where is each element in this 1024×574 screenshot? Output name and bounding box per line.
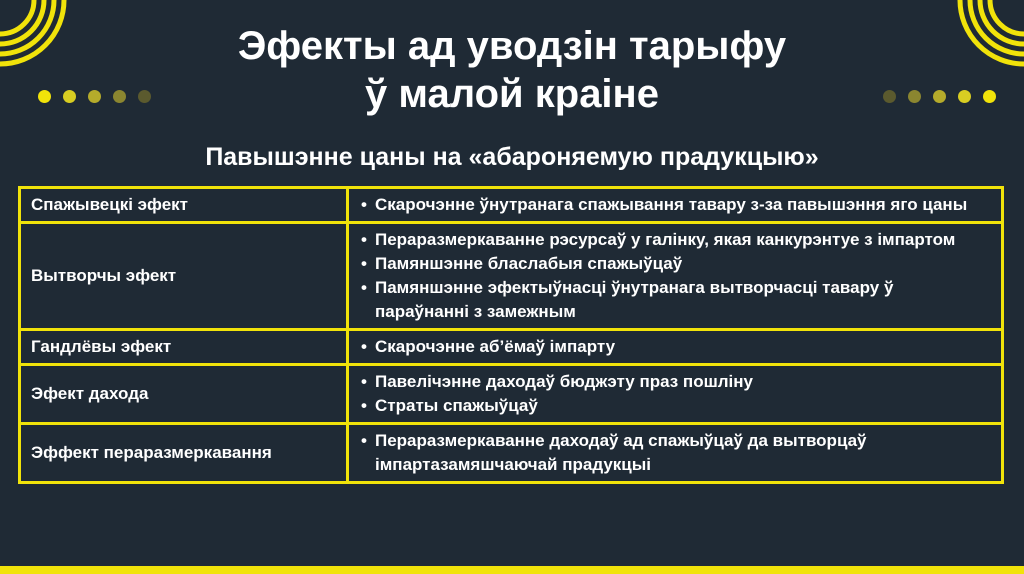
effect-name-cell: Эфект дахода [20, 365, 348, 424]
bullet-list [359, 429, 991, 477]
effect-description-cell [348, 424, 1003, 483]
table-row [20, 330, 1003, 365]
bullet-item: • Памяншэнне эфектыўнасці ўнутранага вытворчасці тавару ў параўнанні з замежным [359, 276, 991, 324]
effect-description-cell [348, 330, 1003, 365]
dot-decoration [983, 90, 996, 103]
bullet-list [359, 335, 991, 359]
effect-description-cell [348, 365, 1003, 424]
bullet-item: • Пераразмеркаванне даходаў ад спажыўцаў да вытворцаў імпартазамяшчаючай прадукцыі [359, 429, 991, 477]
effect-description-cell [348, 223, 1003, 330]
dot-decoration [38, 90, 51, 103]
effect-name-cell: Эффект пераразмеркавання [20, 424, 348, 483]
effect-description-cell [348, 188, 1003, 223]
table-row [20, 424, 1003, 483]
table-row [20, 365, 1003, 424]
bullet-list [359, 228, 991, 324]
slide-title-line2: ў малой краіне [365, 72, 659, 116]
dot-decoration [933, 90, 946, 103]
bullet-item: • Скарочэнне ўнутранага спажывання тавару з-за павышэння яго цаны [359, 193, 991, 217]
bullet-item: • Страты спажыўцаў [359, 394, 991, 418]
bullet-item: • Скарочэнне аб’ёмаў імпарту [359, 335, 991, 359]
bullet-item: • Павелічэнне даходаў бюджэту праз пошліну [359, 370, 991, 394]
dot-decoration [908, 90, 921, 103]
bullet-list [359, 193, 991, 217]
effect-name-cell: Гандлёвы эфект [20, 330, 348, 365]
table-row [20, 188, 1003, 223]
bullet-item: • Памяншэнне бласлабыя спажыўцаў [359, 252, 991, 276]
dot-decoration [883, 90, 896, 103]
effects-table [18, 186, 1004, 484]
effect-name-cell: Спажывецкі эфект [20, 188, 348, 223]
decorative-dots-right [883, 90, 996, 103]
slide-subtitle: Павышэнне цаны на «абароняемую прадукцыю» [205, 143, 819, 171]
effects-table-body [20, 188, 1003, 483]
dot-decoration [138, 90, 151, 103]
dot-decoration [63, 90, 76, 103]
bottom-accent-bar [0, 566, 1024, 574]
slide-title-line1: Эфекты ад уводзін тарыфу [237, 24, 787, 68]
slide-title [0, 22, 1024, 118]
table-row [20, 223, 1003, 330]
bullet-list [359, 370, 991, 418]
dot-decoration [88, 90, 101, 103]
dot-decoration [113, 90, 126, 103]
bullet-item: • Пераразмеркаванне рэсурсаў у галінку, якая канкурэнтуе з імпартом [359, 228, 991, 252]
decorative-dots-left [38, 90, 151, 103]
effect-name-cell: Вытворчы эфект [20, 223, 348, 330]
dot-decoration [958, 90, 971, 103]
